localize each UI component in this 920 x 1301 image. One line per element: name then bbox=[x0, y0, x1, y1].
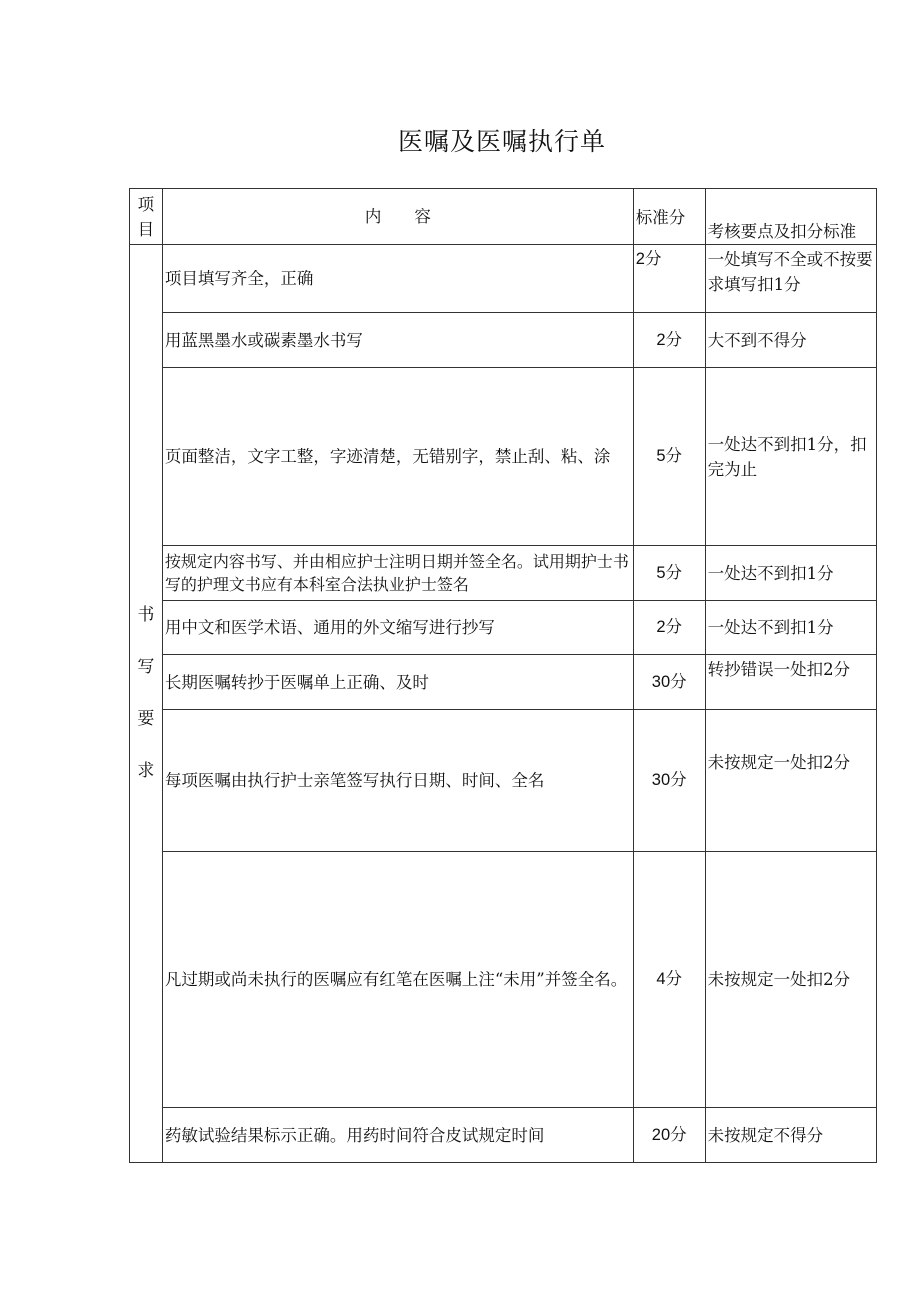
row-content: 项目填写齐全，正确 bbox=[162, 245, 633, 313]
row-score: 4分 bbox=[633, 852, 705, 1108]
row-criteria: 未按规定一处扣2分 bbox=[705, 710, 876, 852]
row-content: 用中文和医学术语、通用的外文缩写进行抄写 bbox=[162, 601, 633, 655]
category-char: 写 bbox=[137, 657, 155, 677]
table-header-row bbox=[130, 189, 877, 245]
row-criteria: 未按规定一处扣2分 bbox=[705, 852, 876, 1108]
row-content: 凡过期或尚未执行的医嘱应有红笔在医嘱上注“未用”并签全名。 bbox=[162, 852, 633, 1108]
row-criteria: 未按规定不得分 bbox=[705, 1108, 876, 1163]
page-title: 医嘱及医嘱执行单 bbox=[397, 127, 606, 156]
table-row bbox=[130, 245, 877, 313]
row-content: 长期医嘱转抄于医嘱单上正确、及时 bbox=[162, 655, 633, 710]
row-criteria: 一处达不到扣1分 bbox=[705, 546, 876, 601]
row-score: 30分 bbox=[633, 655, 705, 710]
table-row bbox=[130, 852, 877, 1108]
row-score: 20分 bbox=[633, 1108, 705, 1163]
table-row bbox=[130, 655, 877, 710]
row-content: 药敏试验结果标示正确。用药时间符合皮试规定时间 bbox=[162, 1108, 633, 1163]
row-criteria: 一处达不到扣1分，扣完为止 bbox=[705, 368, 876, 546]
row-score: 2分 bbox=[633, 601, 705, 655]
header-item bbox=[130, 189, 163, 245]
table-row bbox=[130, 313, 877, 368]
category-char: 要 bbox=[137, 709, 155, 729]
row-criteria: 大不到不得分 bbox=[705, 313, 876, 368]
table-row bbox=[130, 546, 877, 601]
row-content: 用蓝黑墨水或碳素墨水书写 bbox=[162, 313, 633, 368]
assessment-table bbox=[129, 188, 877, 1163]
header-item-line2: 目 bbox=[137, 219, 155, 239]
row-score: 2分 bbox=[633, 313, 705, 368]
row-content: 按规定内容书写、并由相应护士注明日期并签全名。试用期护士书写的护理文书应有本科室合法执业护士签名 bbox=[162, 546, 633, 601]
header-score: 标准分 bbox=[633, 189, 705, 245]
row-score: 2分 bbox=[633, 245, 705, 313]
category-char: 求 bbox=[137, 761, 155, 781]
table-row bbox=[130, 710, 877, 852]
row-score: 30分 bbox=[633, 710, 705, 852]
row-content: 页面整洁，文字工整，字迹清楚，无错别字，禁止刮、粘、涂 bbox=[162, 368, 633, 546]
row-content: 每项医嘱由执行护士亲笔签写执行日期、时间、全名 bbox=[162, 710, 633, 852]
table-row bbox=[130, 1108, 877, 1163]
row-criteria: 一处填写不全或不按要求填写扣1分 bbox=[705, 245, 876, 313]
row-criteria: 转抄错误一处扣2分 bbox=[705, 655, 876, 710]
category-char: 书 bbox=[137, 605, 155, 625]
header-criteria: 考核要点及扣分标准 bbox=[705, 189, 876, 245]
table-row bbox=[130, 601, 877, 655]
category-cell bbox=[130, 245, 163, 1163]
header-item-line1: 项 bbox=[137, 194, 155, 214]
table-row bbox=[130, 368, 877, 546]
row-score: 5分 bbox=[633, 368, 705, 546]
row-criteria: 一处达不到扣1分 bbox=[705, 601, 876, 655]
row-score: 5分 bbox=[633, 546, 705, 601]
header-content: 内 容 bbox=[162, 189, 633, 245]
